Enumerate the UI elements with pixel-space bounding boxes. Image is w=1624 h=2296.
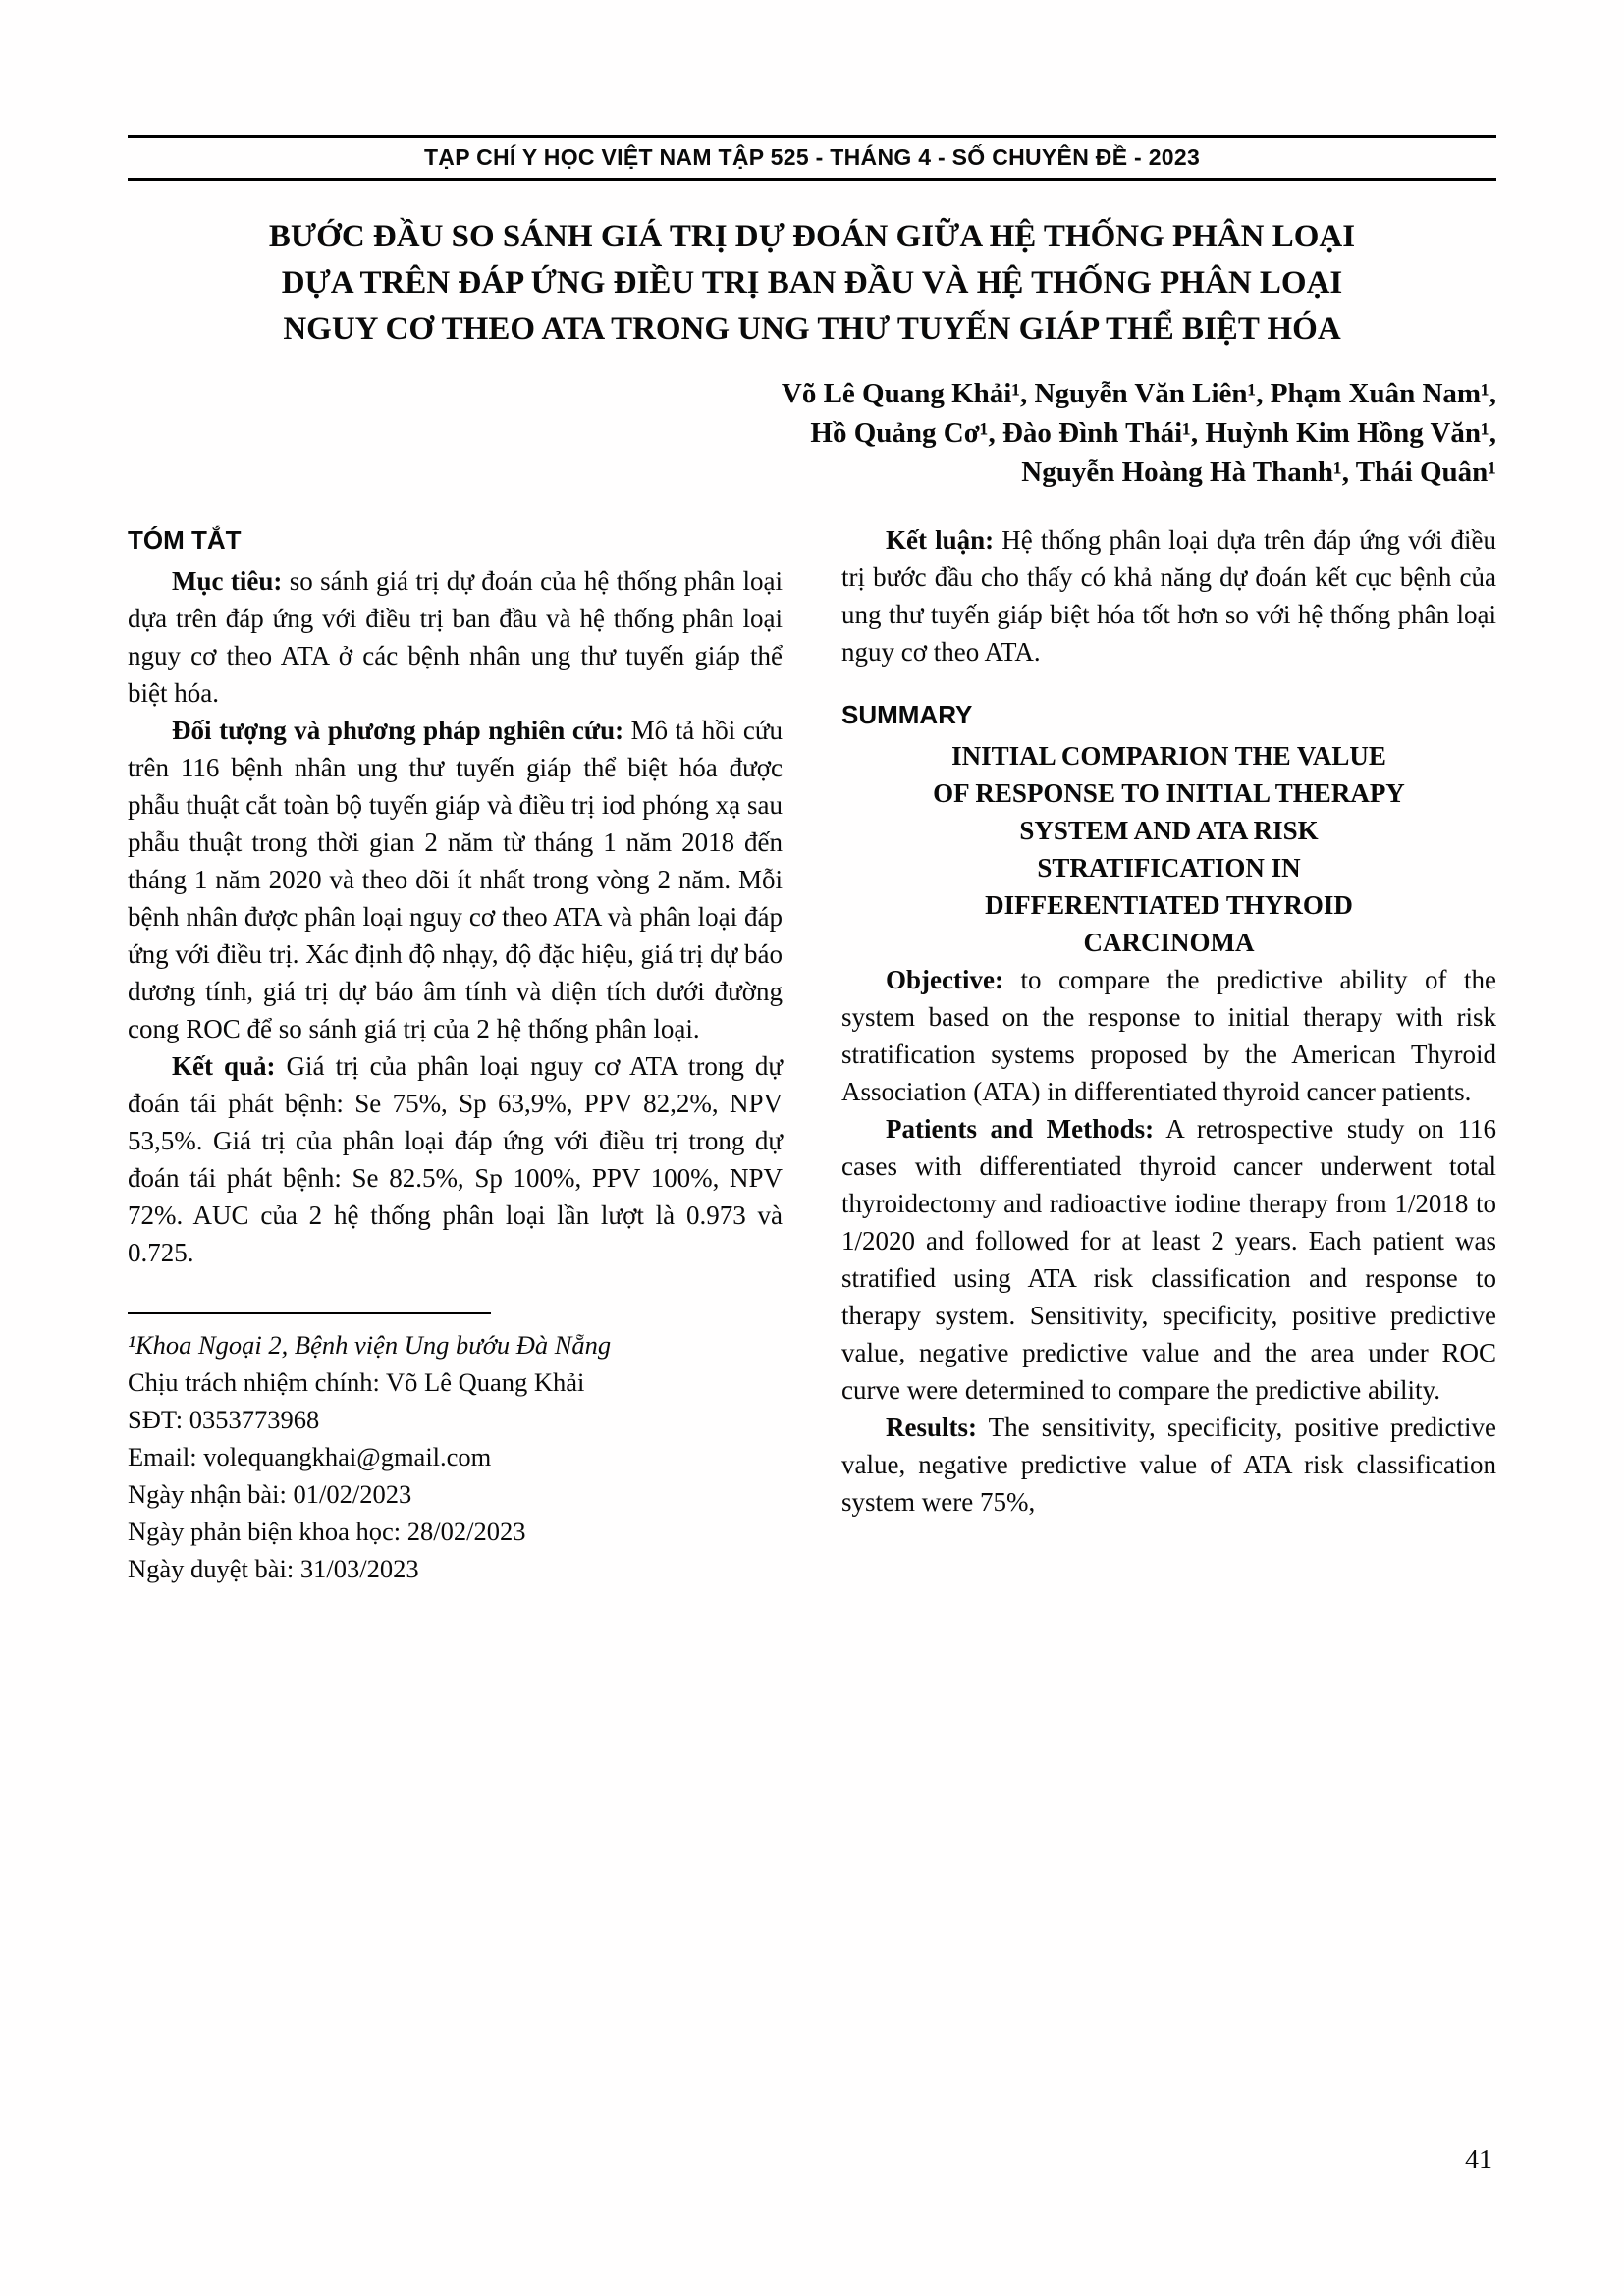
summary-title-line-2: OF RESPONSE TO INITIAL THERAPY — [933, 778, 1405, 808]
phone-line: SĐT: 0353773968 — [128, 1405, 320, 1434]
summary-methods-paragraph — [841, 1110, 1496, 1409]
page-number: 41 — [1465, 2145, 1492, 2175]
footnote-block — [128, 1312, 783, 1587]
footnote-separator — [128, 1312, 491, 1314]
summary-title-line-5: DIFFERENTIATED THYROID — [985, 890, 1353, 920]
paragraph-lead: Mục tiêu: — [172, 566, 283, 596]
abstract-results-paragraph — [128, 1047, 783, 1271]
paragraph-lead: Results: — [886, 1413, 977, 1442]
author-line-3: Nguyễn Hoàng Hà Thanh¹, Thái Quân¹ — [1021, 456, 1496, 488]
paragraph-text: Mô tả hồi cứu trên 116 bệnh nhân ung thư tuyến giáp thể biệt hóa được phẫu thuật cắt toàn bộ tuyến giáp và điều trị iod phóng xạ sau phẫu thuật trong thời gian 2 năm từ tháng 1 năm 2018 đến tháng 1 năm 2020 và theo dõi ít nhất trong vòng 2 năm. Mỗi bệnh nhân được phân loại nguy cơ theo ATA và phân loại đáp ứng với điều trị. Xác định độ nhạy, độ đặc hiệu, giá trị dự báo dương tính, giá trị dự báo âm tính và diện tích dưới đường cong ROC để so sánh giá trị của 2 hệ thống phân loại. — [128, 716, 783, 1043]
corresponding-author-line: Chịu trách nhiệm chính: Võ Lê Quang Khải — [128, 1367, 585, 1397]
article-title — [128, 214, 1496, 352]
abstract-methods-paragraph — [128, 712, 783, 1047]
paragraph-text: A retrospective study on 116 cases with differentiated thyroid cancer underwent total thyroidectomy and radioactive iodine therapy from 1/2018 to 1/2020 and followed for at least 2 years. Each patient was stratified using ATA risk classification and response to therapy system. Sensitivity, specificity, positive predictive value, negative predictive value and the area under ROC curve were determined to compare the predictive ability. — [841, 1114, 1496, 1405]
author-line-2: Hồ Quảng Cơ¹, Đào Đình Thái¹, Huỳnh Kim Hồng Văn¹, — [810, 417, 1496, 449]
left-column — [128, 521, 783, 1587]
right-column — [841, 521, 1496, 1587]
summary-title-line-4: STRATIFICATION IN — [1037, 853, 1301, 882]
article-title-line-2: DỰA TRÊN ĐÁP ỨNG ĐIỀU TRỊ BAN ĐẦU VÀ HỆ THỐNG PHÂN LOẠI — [281, 265, 1343, 300]
abstract-heading: TÓM TẮT — [128, 525, 242, 555]
received-date-line: Ngày nhận bài: 01/02/2023 — [128, 1479, 412, 1509]
review-date-line: Ngày phản biện khoa học: 28/02/2023 — [128, 1517, 526, 1546]
paragraph-lead: Patients and Methods: — [886, 1114, 1155, 1144]
article-title-line-1: BƯỚC ĐẦU SO SÁNH GIÁ TRỊ DỰ ĐOÁN GIỮA HỆ THỐNG PHÂN LOẠI — [268, 219, 1356, 254]
summary-heading: SUMMARY — [841, 700, 973, 729]
journal-header-title: TẠP CHÍ Y HỌC VIỆT NAM TẬP 525 - THÁNG 4 - SỐ CHUYÊN ĐỀ - 2023 — [423, 144, 1201, 170]
two-column-body — [128, 521, 1496, 1587]
article-title-line-3: NGUY CƠ THEO ATA TRONG UNG THƯ TUYẾN GIÁP THỂ BIỆT HÓA — [283, 311, 1341, 347]
paragraph-text: The sensitivity, specificity, positive predictive value, negative predictive value of ATA risk classification system were 75%, — [841, 1413, 1496, 1517]
summary-title-line-3: SYSTEM AND ATA RISK — [1019, 816, 1319, 845]
author-line-1: Võ Lê Quang Khải¹, Nguyễn Văn Liên¹, Phạm Xuân Nam¹, — [781, 378, 1496, 409]
email-line: Email: volequangkhai@gmail.com — [128, 1442, 492, 1471]
paragraph-text: Giá trị của phân loại nguy cơ ATA trong dự đoán tái phát bệnh: Se 75%, Sp 63,9%, PPV 82,2%, NPV 53,5%. Giá trị của phân loại đáp ứng với điều trị trong dự đoán tái phát bệnh: Se 82.5%, Sp 100%, PPV 100%, NPV 72%. AUC của 2 hệ thống phân loại lần lượt là 0.973 và 0.725. — [128, 1051, 783, 1267]
summary-title-line-6: CARCINOMA — [1083, 928, 1255, 957]
paragraph-lead: Đối tượng và phương pháp nghiên cứu: — [172, 716, 624, 745]
author-list — [128, 374, 1496, 492]
abstract-objective-paragraph — [128, 562, 783, 712]
paragraph-text: so sánh giá trị dự đoán của hệ thống phân loại dựa trên đáp ứng với điều trị ban đầu và hệ thống phân loại nguy cơ theo ATA ở các bệnh nhân ung thư tuyến giáp thể biệt hóa. — [128, 566, 783, 708]
paragraph-text: to compare the predictive ability of the system based on the response to initial therapy with risk stratification systems proposed by the American Thyroid Association (ATA) in differentiated thyroid cancer patients. — [841, 965, 1496, 1106]
affiliation-line: ¹Khoa Ngoại 2, Bệnh viện Ung bướu Đà Nẵng — [128, 1330, 612, 1360]
paragraph-lead: Kết quả: — [172, 1051, 276, 1081]
abstract-conclusion-paragraph — [841, 521, 1496, 670]
summary-objective-paragraph — [841, 961, 1496, 1110]
summary-title — [841, 737, 1496, 961]
paragraph-lead: Kết luận: — [886, 525, 995, 555]
summary-title-line-1: INITIAL COMPARION THE VALUE — [951, 741, 1386, 771]
accepted-date-line: Ngày duyệt bài: 31/03/2023 — [128, 1554, 419, 1583]
paragraph-text: Hệ thống phân loại dựa trên đáp ứng với điều trị bước đầu cho thấy có khả năng dự đoán kết cục bệnh của ung thư tuyến giáp biệt hóa tốt hơn so với hệ thống phân loại nguy cơ theo ATA. — [841, 525, 1496, 667]
journal-header — [128, 135, 1496, 181]
summary-results-paragraph — [841, 1409, 1496, 1521]
paragraph-lead: Objective: — [886, 965, 1003, 994]
